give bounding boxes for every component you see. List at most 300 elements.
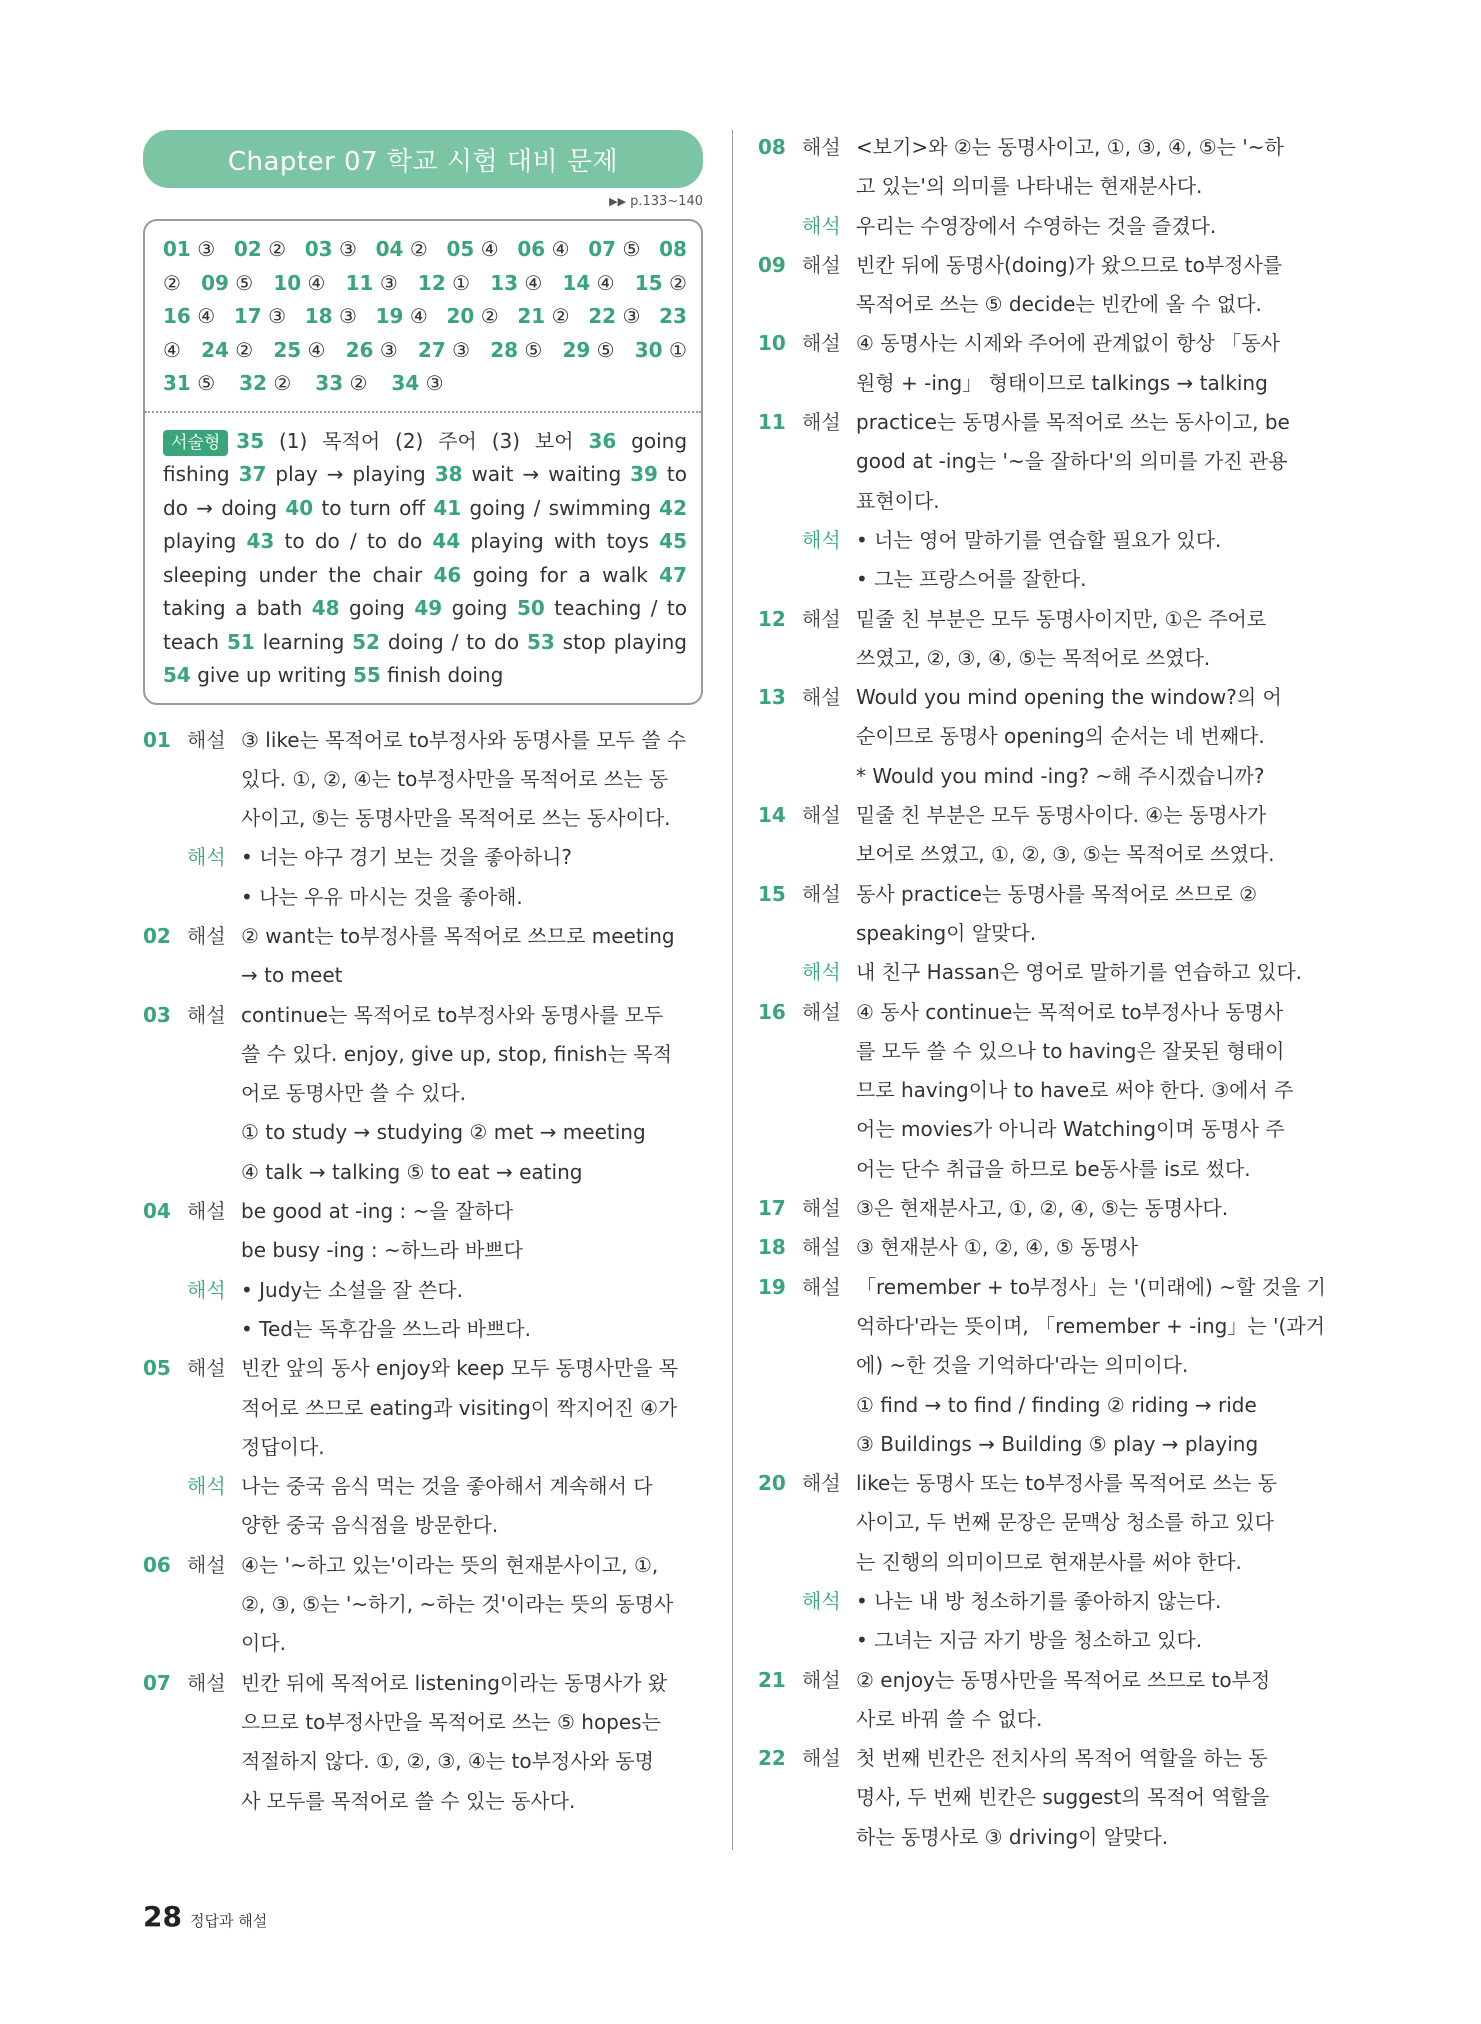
answer-item: ② [163, 270, 181, 295]
explanation-item [758, 246, 1338, 325]
explanation-line: 는 진행의 의미이므로 현재분사를 써야 한다. [856, 1549, 1242, 1574]
explanation-line: 사이고, 두 번째 문장은 문맥상 청소를 하고 있다 [856, 1510, 1274, 1535]
explanation-line: → to meet [241, 963, 343, 988]
explanation-label: 해설 [802, 1196, 841, 1221]
translation-label: 해석 [802, 960, 841, 985]
explanation-line: 밑줄 친 부분은 모두 동명사이다. ④는 동명사가 [856, 803, 1267, 828]
question-number: 18 [758, 1235, 786, 1260]
explanation-line: 표현이다. [856, 488, 940, 513]
question-number [143, 1467, 187, 1546]
explanation-line: • 너는 영어 말하기를 연습할 필요가 있다. [856, 527, 1222, 552]
explanation-line: • 나는 내 방 청소하기를 좋아하지 않는다. [856, 1588, 1222, 1613]
essay-number: 44 [432, 529, 461, 553]
explanation-text [241, 1467, 703, 1546]
answer-number: 30 [634, 337, 663, 362]
question-number: 16 [758, 999, 786, 1024]
essay-number: 50 [516, 596, 545, 620]
explanation-text [241, 838, 703, 917]
question-number: 15 [758, 881, 786, 906]
answer-item: 25 ④ [273, 337, 326, 362]
explanation-item [758, 993, 1338, 1189]
explanation-label: 해설 [187, 1002, 226, 1027]
answer-number: 22 [588, 304, 617, 328]
explanation-line: ③은 현재분사고, ①, ②, ④, ⑤는 동명사다. [856, 1196, 1229, 1221]
question-number: 20 [758, 1471, 786, 1496]
explanation-line: 어는 단수 취급을 하므로 be동사를 is로 썼다. [856, 1156, 1251, 1181]
explanation-item [758, 1582, 1338, 1661]
explanation-line: 쓰였고, ②, ③, ④, ⑤는 목적어로 쓰였다. [856, 645, 1211, 670]
answer-item: 19 ④ [375, 304, 428, 328]
explanation-line: 어로 동명사만 쓸 수 있다. [241, 1081, 466, 1106]
explanation-label: 해설 [802, 1235, 841, 1260]
explanation-text [856, 207, 1338, 246]
answer-item: 10 ④ [273, 270, 326, 295]
explanation-text [856, 324, 1338, 403]
explanation-line: ① find → to find / finding ② riding → ride [856, 1392, 1257, 1417]
explanation-line: ④ 동명사는 시제와 주어에 관계없이 항상 「동사 [856, 331, 1280, 356]
answer-item [659, 233, 687, 267]
answer-item [659, 300, 687, 334]
explanation-item [758, 1228, 1338, 1267]
answer-number: 06 [517, 237, 546, 261]
explanation-text [241, 1349, 703, 1467]
explanation-line: be busy -ing : ~하느라 바쁘다 [241, 1238, 523, 1263]
explanation-label: 해설 [802, 1471, 841, 1496]
explanation-line: ④는 '~하고 있는'이라는 뜻의 현재분사이고, ①, [241, 1552, 659, 1577]
question-number: 03 [143, 1002, 171, 1027]
explanation-item [143, 1546, 703, 1664]
answer-number: 15 [634, 270, 663, 295]
essay-number: 51 [226, 629, 255, 654]
answer-number: 17 [233, 304, 262, 328]
essay-number: 54 [163, 663, 191, 687]
explanation-line: 에) ~한 것을 기억하다'라는 의미이다. [856, 1353, 1189, 1378]
answer-number: 03 [304, 237, 333, 261]
explanation-line: 적어로 쓰므로 eating과 visiting이 짝지어진 ④가 [241, 1395, 678, 1420]
question-number [143, 838, 187, 917]
explanation-item [758, 1739, 1338, 1857]
answer-number: 01 [163, 237, 191, 261]
explanation-item [143, 1349, 703, 1467]
explanation-line: 목적어로 쓰는 ⑤ decide는 빈칸에 올 수 없다. [856, 292, 1262, 317]
explanation-label: 해설 [187, 923, 226, 948]
essay-number: 38 [434, 462, 463, 486]
explanation-line: 어는 movies가 아니라 Watching이며 동명사 주 [856, 1117, 1285, 1142]
explanation-line: 양한 중국 음식점을 방문한다. [241, 1513, 499, 1538]
essay-line: teach 51 learning 52 doing / to do 53 stop playing [163, 629, 688, 654]
explanation-item [143, 721, 703, 839]
explanation-line: ④ talk → talking ⑤ to eat → eating [241, 1159, 583, 1184]
essay-number: 42 [659, 495, 687, 520]
explanation-line: • 나는 우유 마시는 것을 좋아해. [241, 884, 523, 909]
explanation-item [758, 1268, 1338, 1464]
question-number: 01 [143, 727, 171, 752]
explanation-text [856, 1189, 1338, 1228]
explanation-line: 「remember + to부정사」는 '(미래에) ~할 것을 기 [856, 1274, 1326, 1299]
translation-label: 해석 [802, 213, 841, 238]
answer-item: 24 ② [201, 337, 254, 362]
answer-item: 03 ③ [304, 237, 357, 261]
essay-number: 45 [659, 529, 687, 553]
essay-line: taking a bath 48 going 49 going 50 teaching / to [163, 596, 688, 620]
explanation-text [241, 1664, 703, 1821]
explanation-line: 억하다'라는 뜻이며, 「remember + -ing」는 '(과거 [856, 1313, 1325, 1338]
answer-item: 27 ③ [417, 337, 471, 362]
explanation-item [758, 521, 1338, 600]
answer-box [143, 219, 703, 705]
answer-number: 31 [163, 371, 191, 395]
explanation-text [856, 993, 1338, 1189]
question-number: 08 [758, 135, 786, 159]
question-number: 17 [758, 1196, 786, 1221]
explanation-label: 해설 [802, 252, 841, 277]
explanation-label: 해설 [802, 685, 841, 710]
explanation-line: 나는 중국 음식 먹는 것을 좋아해서 계속해서 다 [241, 1474, 653, 1499]
question-number: 04 [143, 1199, 171, 1224]
explanation-line: 첫 번째 빈칸은 전치사의 목적어 역할을 하는 동 [856, 1746, 1268, 1771]
explanation-line: practice는 동명사를 목적어로 쓰는 동사이고, be [856, 410, 1290, 435]
answer-number: 14 [562, 270, 591, 295]
explanation-line: • Judy는 소설을 잘 쓴다. [241, 1277, 463, 1302]
page-footer [143, 1900, 267, 1933]
question-number [758, 1582, 802, 1661]
explanation-label: 해설 [802, 881, 841, 906]
question-number: 02 [143, 923, 171, 948]
explanation-line: • 그는 프랑스어를 잘한다. [856, 567, 1087, 592]
answer-number: 16 [163, 304, 191, 328]
explanation-line: 정답이다. [241, 1434, 325, 1459]
essay-answers [163, 429, 687, 688]
answer-row [163, 267, 687, 301]
explanation-line: ③ Buildings → Building ⑤ play → playing [856, 1431, 1259, 1456]
answer-item: 26 ③ [345, 337, 398, 362]
explanation-item [758, 1189, 1338, 1228]
explanation-text [856, 1464, 1338, 1582]
explanation-line: 사 모두를 목적어로 쓸 수 있는 동사다. [241, 1788, 576, 1813]
explanation-text [856, 875, 1338, 954]
answer-item: 18 ③ [304, 304, 357, 328]
explanation-line: 우리는 수영장에서 수영하는 것을 즐겼다. [856, 213, 1217, 238]
question-number: 09 [758, 252, 786, 277]
explanation-text [856, 1268, 1338, 1464]
answer-number: 21 [517, 304, 546, 328]
explanation-line: * Would you mind -ing? ~해 주시겠습니까? [856, 763, 1265, 788]
answer-item: 11 ③ [345, 270, 398, 295]
explanation-line: 빈칸 뒤에 동명사(doing)가 왔으므로 to부정사를 [856, 252, 1283, 277]
answer-number: 26 [345, 337, 374, 362]
explanation-item [758, 796, 1338, 875]
explanation-line: Would you mind opening the window?의 어 [856, 685, 1282, 710]
essay-number: 41 [433, 495, 462, 520]
essay-line: fishing 37 play → playing 38 wait → waiting 39 [163, 462, 658, 486]
explanation-text [241, 721, 703, 839]
column-divider [732, 130, 733, 1850]
explanation-line: <보기>와 ②는 동명사이고, ①, ③, ④, ⑤는 '~하 [856, 135, 1284, 159]
explanation-line: 명사, 두 번째 빈칸은 suggest의 목적어 역할을 [856, 1785, 1270, 1810]
explanation-item [758, 875, 1338, 954]
explanation-item [143, 1467, 703, 1546]
answer-number: 18 [304, 304, 333, 328]
page-range-text: p.133~140 [630, 194, 703, 209]
explanation-label: 해설 [187, 1552, 226, 1577]
explanation-line: • 그녀는 지금 자기 방을 청소하고 있다. [856, 1628, 1203, 1653]
explanation-text [856, 246, 1338, 325]
explanation-item [758, 207, 1338, 246]
explanation-text [241, 1546, 703, 1664]
explanation-line: speaking이 알맞다. [856, 920, 1037, 945]
answer-number: 04 [375, 237, 404, 261]
answer-item: 09 ⑤ [201, 270, 254, 295]
question-number: 07 [143, 1670, 171, 1695]
answer-number: 33 [315, 371, 344, 395]
question-number: 21 [758, 1667, 786, 1692]
answer-item: 17 ③ [233, 304, 287, 328]
answer-number: 05 [446, 237, 475, 261]
essay-number: 55 [352, 663, 381, 687]
explanation-line: ③ 현재분사 ①, ②, ④, ⑤ 동명사 [856, 1235, 1139, 1260]
explanation-label: 해설 [802, 1746, 841, 1771]
question-number: 13 [758, 685, 786, 710]
explanation-line: 동사 practice는 동명사를 목적어로 쓰므로 ② [856, 881, 1258, 906]
answer-item: 20 ② [446, 304, 499, 328]
chapter-title: Chapter 07 학교 시험 대비 문제 [143, 130, 703, 188]
answer-item: 14 ④ [562, 270, 615, 295]
right-explanations [758, 128, 1338, 1857]
answer-number: 27 [417, 337, 446, 362]
explanation-label: 해설 [802, 1667, 841, 1692]
answer-number: 02 [233, 237, 262, 261]
explanation-label: 해설 [187, 727, 226, 752]
answer-row [163, 233, 687, 267]
question-number [758, 521, 802, 600]
answer-item: ④ [163, 337, 181, 362]
answer-number: 10 [273, 270, 302, 295]
answer-grid [163, 233, 687, 401]
answer-row [163, 367, 687, 401]
essay-line: 54 give up writing 55 finish doing [163, 663, 504, 687]
answer-item: 31 ⑤ [163, 371, 216, 395]
explanation-line: 내 친구 Hassan은 영어로 말하기를 연습하고 있다. [856, 960, 1303, 985]
explanation-line: 고 있는'의 의미를 나타내는 현재분사다. [856, 174, 1203, 199]
footer-label: 정답과 해설 [189, 1912, 268, 1930]
answer-number: 09 [201, 270, 229, 295]
answer-number: 13 [490, 270, 519, 295]
question-number: 10 [758, 331, 786, 356]
essay-number: 47 [659, 562, 687, 587]
explanation-line: continue는 목적어로 to부정사와 동명사를 모두 [241, 1002, 664, 1027]
explanation-text [241, 996, 703, 1192]
explanation-line: • Ted는 독후감을 쓰느라 바쁘다. [241, 1316, 531, 1341]
explanation-text [241, 917, 703, 996]
right-column [758, 128, 1338, 1857]
essay-number: 49 [414, 596, 443, 620]
answer-item: 22 ③ [588, 304, 641, 328]
explanation-line: 사로 바꿔 쓸 수 없다. [856, 1706, 1043, 1731]
dotted-divider [145, 411, 701, 413]
explanation-line: 밑줄 친 부분은 모두 동명사이지만, ①은 주어로 [856, 606, 1267, 631]
answer-number: 25 [273, 337, 302, 362]
explanation-item [758, 1661, 1338, 1740]
explanation-line: ②, ③, ⑤는 '~하기, ~하는 것'이라는 뜻의 동명사 [241, 1592, 674, 1617]
translation-label: 해석 [187, 845, 226, 870]
answer-number: 08 [659, 237, 687, 261]
explanation-line: 하는 동명사로 ③ driving이 알맞다. [856, 1824, 1169, 1849]
question-number [758, 207, 802, 246]
explanation-label: 해설 [802, 410, 841, 435]
answer-number: 28 [490, 337, 519, 362]
explanation-item [758, 403, 1338, 521]
essay-number: 36 [588, 428, 617, 453]
explanation-text [856, 796, 1338, 875]
explanation-item [758, 678, 1338, 796]
essay-number: 46 [433, 562, 462, 587]
answer-number: 23 [659, 304, 687, 328]
question-number [143, 1271, 187, 1350]
explanation-item [758, 324, 1338, 403]
explanation-line: 를 모두 쓸 수 있으나 to having은 잘못된 형태이 [856, 1038, 1285, 1063]
answer-number: 34 [391, 371, 420, 395]
left-column [143, 130, 703, 1821]
essay-number: 43 [246, 529, 275, 553]
question-number: 14 [758, 803, 786, 828]
double-arrow-icon: ▶▶ [609, 195, 627, 208]
answer-number: 12 [417, 270, 446, 295]
explanation-label: 해설 [187, 1356, 226, 1381]
explanation-line: 적절하지 않다. ①, ②, ③, ④는 to부정사와 동명 [241, 1749, 654, 1774]
question-number: 05 [143, 1356, 171, 1381]
essay-number: 52 [352, 629, 380, 654]
essay-number: 39 [630, 462, 658, 486]
explanation-text [856, 600, 1338, 679]
answer-number: 07 [588, 237, 617, 261]
answer-number: 19 [375, 304, 404, 328]
explanation-line: ② want는 to부정사를 목적어로 쓰므로 meeting [241, 923, 675, 948]
answer-item: 29 ⑤ [562, 337, 615, 362]
answer-item: 32 ② [239, 371, 292, 395]
page-range [143, 194, 703, 209]
answer-number: 11 [345, 270, 374, 295]
question-number: 19 [758, 1274, 786, 1299]
explanation-label: 해설 [802, 1274, 841, 1299]
explanation-label: 해설 [802, 606, 841, 631]
explanation-line: 빈칸 뒤에 목적어로 listening이라는 동명사가 왔 [241, 1670, 668, 1695]
question-number [758, 953, 802, 992]
explanation-text [856, 1228, 1338, 1267]
explanation-item [143, 1664, 703, 1821]
answer-row [163, 300, 687, 334]
explanation-label: 해설 [187, 1670, 226, 1695]
explanation-text [856, 128, 1338, 207]
explanation-item [143, 1271, 703, 1350]
essay-number: 35 [236, 428, 265, 453]
explanation-text [856, 1582, 1338, 1661]
explanation-line: good at -ing는 '~을 잘하다'의 의미를 가진 관용 [856, 449, 1288, 474]
explanation-text [856, 953, 1338, 992]
explanation-label: 해설 [802, 999, 841, 1024]
explanation-label: 해설 [187, 1199, 226, 1224]
explanation-text [856, 1661, 1338, 1740]
answer-number: 20 [446, 304, 475, 328]
answer-number: 24 [201, 337, 229, 362]
answer-item: 34 ③ [391, 371, 444, 395]
explanation-text [856, 678, 1338, 796]
question-number: 11 [758, 410, 786, 435]
essay-number: 48 [311, 596, 340, 620]
explanation-line: 있다. ①, ②, ④는 to부정사만을 목적어로 쓰는 동 [241, 766, 669, 791]
essay-number: 40 [285, 495, 314, 520]
answer-item: 30 ① [634, 337, 687, 362]
question-number: 12 [758, 606, 786, 631]
explanation-label: 해설 [802, 331, 841, 356]
essay-line: 35 (1) 목적어 (2) 주어 (3) 보어 36 going [236, 428, 688, 453]
translation-label: 해석 [802, 1588, 841, 1613]
explanation-line: ② enjoy는 동명사만을 목적어로 쓰므로 to부정 [856, 1667, 1271, 1692]
explanation-line: 쓸 수 있다. enjoy, give up, stop, finish는 목적 [241, 1041, 673, 1066]
answer-item: 33 ② [315, 371, 368, 395]
essay-number: 37 [238, 462, 267, 486]
essay-number: 53 [526, 629, 555, 654]
essay-line: to do → doing 40 to turn off 41 going / swimming [163, 462, 687, 520]
essay-line: 42 playing 43 to do / to do 44 playing with toys [163, 495, 687, 553]
answer-item: 13 ④ [490, 270, 543, 295]
explanation-line: be good at -ing : ~을 잘하다 [241, 1199, 514, 1224]
translation-label: 해석 [187, 1474, 226, 1499]
translation-label: 해석 [187, 1277, 226, 1302]
page-number: 28 [143, 1900, 182, 1933]
explanation-item [758, 1464, 1338, 1582]
essay-label: 서술형 [163, 430, 228, 456]
answer-item: 02 ② [233, 237, 287, 261]
translation-label: 해석 [802, 527, 841, 552]
answer-item: 21 ② [517, 304, 570, 328]
explanation-label: 해설 [802, 135, 841, 159]
essay-section [163, 425, 687, 693]
answer-item: 01 ③ [163, 237, 216, 261]
explanation-line: 므로 having이나 to have로 써야 한다. ③에서 주 [856, 1078, 1294, 1103]
explanation-line: ③ like는 목적어로 to부정사와 동명사를 모두 쓸 수 [241, 727, 687, 752]
explanation-text [241, 1271, 703, 1350]
explanation-item [143, 917, 703, 996]
explanation-line: like는 동명사 또는 to부정사를 목적어로 쓰는 동 [856, 1471, 1277, 1496]
answer-item: 12 ① [417, 270, 471, 295]
explanation-text [856, 403, 1338, 521]
explanation-text [241, 1192, 703, 1271]
answer-item: 15 ② [634, 270, 687, 295]
answer-row [163, 334, 687, 368]
question-number: 22 [758, 1746, 786, 1771]
question-number: 06 [143, 1552, 171, 1577]
explanation-line: 이다. [241, 1631, 286, 1656]
explanation-text [856, 521, 1338, 600]
explanation-line: • 너는 야구 경기 보는 것을 좋아하니? [241, 845, 573, 870]
answer-number: 32 [239, 371, 267, 395]
explanation-item [758, 128, 1338, 207]
explanation-line: 원형 + -ing」 형태이므로 talkings → talking [856, 370, 1268, 395]
answer-item: 04 ② [375, 237, 428, 261]
essay-line: 45 sleeping under the chair 46 going for a walk 47 [163, 529, 687, 587]
explanation-line: 사이고, ⑤는 동명사만을 목적어로 쓰는 동사이다. [241, 806, 671, 831]
answer-item: 07 ⑤ [588, 237, 641, 261]
explanation-line: 보어로 쓰였고, ①, ②, ③, ⑤는 목적어로 쓰였다. [856, 842, 1275, 867]
answer-item: 16 ④ [163, 304, 216, 328]
explanation-item [143, 838, 703, 917]
explanation-item [758, 953, 1338, 992]
explanation-line: 순이므로 동명사 opening의 순서는 네 번째다. [856, 724, 1265, 749]
explanation-item [143, 996, 703, 1192]
explanation-label: 해설 [802, 803, 841, 828]
explanation-item [758, 600, 1338, 679]
answer-number: 29 [562, 337, 591, 362]
